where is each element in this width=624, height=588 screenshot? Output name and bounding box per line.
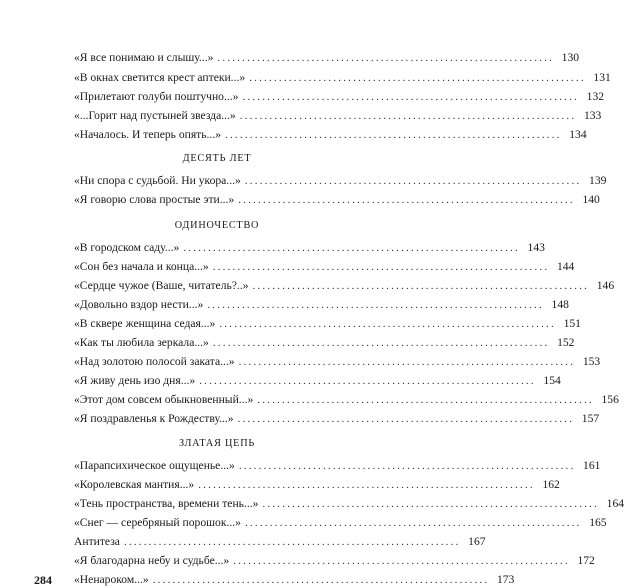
dot-leader: .................................................................... — [257, 394, 594, 406]
entry-title: «Ни спора с судьбой. Ни укора...» — [74, 174, 241, 187]
toc-entry — [74, 70, 611, 86]
dot-leader: .................................................................... — [244, 175, 582, 187]
entry-title: «Я благодарна небу и судьбе...» — [74, 554, 230, 567]
dot-leader: .................................................................... — [233, 555, 570, 567]
entry-title: «Сон без начала и конца...» — [74, 260, 209, 273]
entry-page-number: 130 — [561, 51, 580, 64]
toc-entry — [74, 534, 486, 550]
dot-leader: .................................................................... — [183, 242, 520, 254]
entry-title: «Я все понимаю и слышу...» — [74, 51, 214, 64]
section-heading: ОДИНОЧЕСТВО — [174, 220, 260, 231]
toc-entry — [74, 515, 607, 531]
entry-page-number: 156 — [601, 393, 619, 406]
dot-leader: .................................................................... — [207, 299, 544, 311]
toc-entry — [74, 108, 602, 124]
toc-entry — [74, 316, 581, 332]
toc-entry — [74, 89, 605, 105]
dot-leader: .................................................................... — [123, 536, 461, 548]
entry-page-number: 148 — [551, 298, 569, 311]
dot-leader: .................................................................... — [237, 413, 575, 425]
section-heading: ДЕСЯТЬ ЛЕТ — [182, 153, 252, 164]
entry-title: «Довольно вздор нести...» — [74, 298, 204, 311]
entry-title: «Как ты любила зеркала...» — [74, 336, 209, 349]
entry-page-number: 153 — [582, 355, 601, 368]
entry-title: «Парапсихическое ощущенье...» — [74, 459, 235, 472]
entry-title: «Я живу день изо дня...» — [74, 374, 196, 387]
toc-entry — [74, 553, 595, 569]
toc-entry — [74, 192, 600, 208]
dot-leader: .................................................................... — [252, 280, 590, 292]
entry-page-number: 139 — [589, 174, 607, 187]
toc-entry — [74, 50, 580, 66]
entry-page-number: 173 — [496, 573, 515, 586]
entry-page-number: 132 — [586, 90, 605, 103]
dot-leader: .................................................................... — [238, 460, 576, 472]
dot-leader: .................................................................... — [225, 129, 562, 141]
entry-title: «Ненароком...» — [74, 573, 149, 586]
dot-leader: .................................................................... — [239, 110, 577, 122]
dot-leader: .................................................................... — [262, 498, 600, 510]
entry-page-number: 172 — [577, 554, 595, 567]
entry-page-number: 152 — [557, 336, 575, 349]
folio-page-number: 284 — [34, 573, 52, 587]
entry-page-number: 162 — [542, 478, 560, 491]
section-heading: ЗЛАТАЯ ЦЕПЬ — [178, 438, 256, 449]
entry-page-number: 154 — [543, 374, 561, 387]
entry-page-number: 161 — [583, 459, 601, 472]
toc-entry — [74, 127, 587, 143]
entry-title: «Королевская мантия...» — [74, 478, 195, 491]
entry-page-number: 133 — [583, 109, 602, 122]
toc-entry — [74, 278, 615, 294]
entry-page-number: 140 — [582, 193, 600, 206]
entry-page-number: 144 — [556, 260, 575, 273]
entry-title: «Над золотою полосой заката...» — [74, 355, 235, 368]
entry-title: «Я говорю слова простые эти...» — [74, 193, 235, 206]
toc-entry — [74, 297, 569, 313]
toc-entry — [74, 572, 515, 588]
entry-page-number: 151 — [563, 317, 581, 330]
entry-title: «Этот дом совсем обыкновенный...» — [74, 393, 254, 406]
dot-leader: .................................................................... — [242, 91, 580, 103]
entry-title: «Сердце чужое (Ваше, читатель?..» — [74, 279, 249, 292]
toc-entry — [74, 240, 545, 256]
entry-title: «В окнах светится крест аптеки...» — [74, 71, 246, 84]
dot-leader: .................................................................... — [217, 52, 555, 64]
entry-title: «Снег — серебряный порошок...» — [74, 516, 241, 529]
toc-entry — [74, 496, 624, 512]
entry-title: «В сквере женщина седая...» — [74, 317, 216, 330]
dot-leader: .................................................................... — [152, 574, 490, 586]
entry-page-number: 146 — [596, 279, 615, 292]
entry-title: «Прилетают голуби поштучно...» — [74, 90, 239, 103]
toc-entry — [74, 259, 575, 275]
dot-leader: .................................................................... — [219, 318, 556, 330]
dot-leader: .................................................................... — [198, 479, 535, 491]
toc-entry — [74, 411, 600, 427]
entry-title: «В городском саду...» — [74, 241, 180, 254]
toc-entry — [74, 354, 601, 370]
toc-entry — [74, 373, 561, 389]
entry-page-number: 165 — [589, 516, 607, 529]
entry-title: «Началось. И теперь опять...» — [74, 128, 222, 141]
dot-leader: .................................................................... — [238, 194, 575, 206]
toc-entry — [74, 477, 560, 493]
toc-entry — [74, 392, 619, 408]
entry-page-number: 134 — [569, 128, 587, 141]
entry-page-number: 167 — [468, 535, 486, 548]
entry-page-number: 143 — [527, 241, 545, 254]
dot-leader: .................................................................... — [249, 72, 586, 84]
dot-leader: .................................................................... — [199, 375, 536, 387]
dot-leader: .................................................................... — [212, 261, 550, 273]
entry-page-number: 164 — [606, 497, 624, 510]
toc-entry — [74, 335, 575, 351]
entry-title: «Тень пространства, времени тень...» — [74, 497, 259, 510]
dot-leader: .................................................................... — [238, 356, 576, 368]
dot-leader: .................................................................... — [244, 517, 582, 529]
entry-page-number: 131 — [593, 71, 611, 84]
toc-entry — [74, 458, 601, 474]
entry-title: «...Горит над пустыней звезда...» — [74, 109, 236, 122]
entry-page-number: 157 — [581, 412, 600, 425]
toc-entry — [74, 173, 607, 189]
entry-title: «Я поздравленья к Рождеству...» — [74, 412, 234, 425]
entry-title: Антитеза — [74, 535, 120, 548]
dot-leader: .................................................................... — [212, 337, 550, 349]
